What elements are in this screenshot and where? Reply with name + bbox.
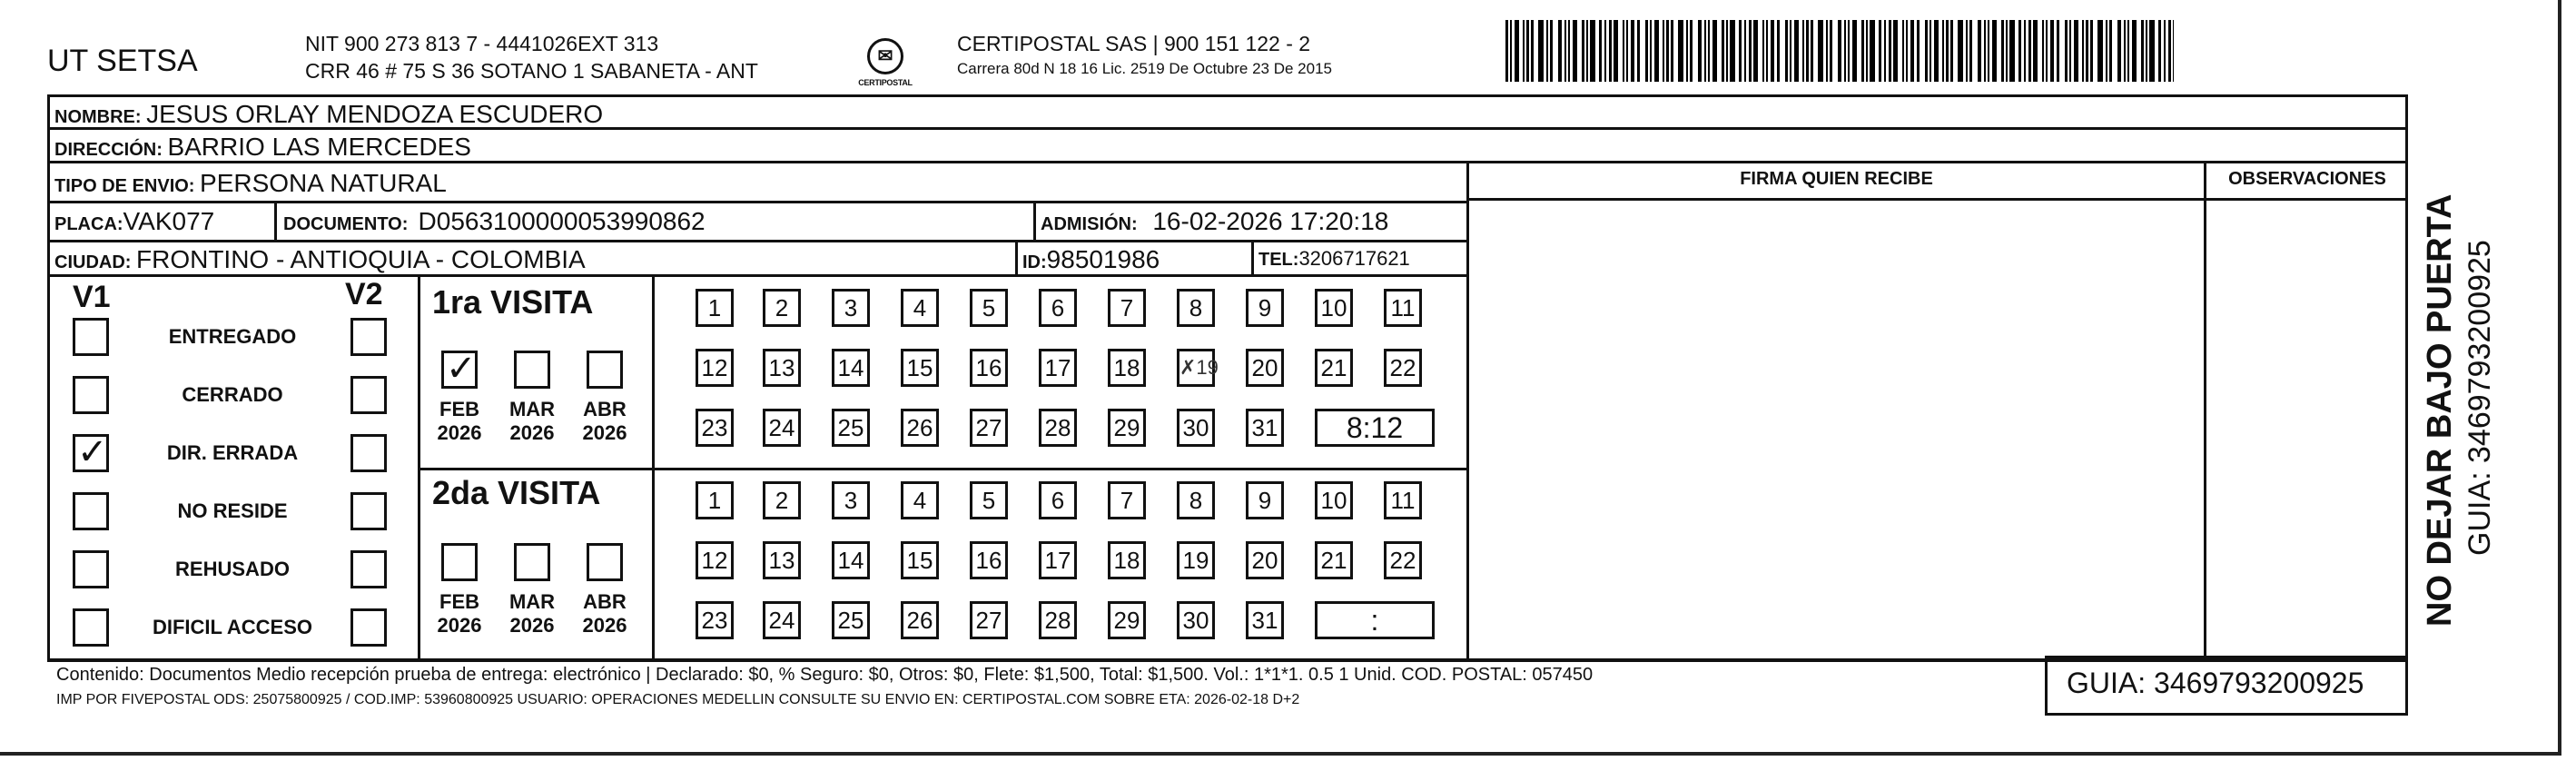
month-checkbox[interactable] [441,543,478,581]
barcode-bar [1590,20,1595,82]
v1-checkbox[interactable] [73,550,109,588]
barcode-bar [1969,20,1972,82]
day-box[interactable]: 5 [970,289,1008,327]
barcode-bar [1604,20,1606,82]
firma-header: FIRMA QUIEN RECIBE [1740,169,1933,189]
barcode-bar [1806,20,1809,82]
barcode-bar [1550,20,1553,82]
month-year: 2026 [582,421,627,444]
barcode-bar [1811,20,1813,82]
logo-caption: CERTIPOSTAL [858,78,913,87]
row-divider [47,240,1469,242]
v2-checkbox[interactable] [350,492,387,530]
barcode-bar [1790,20,1791,82]
barcode-bar [1704,20,1706,82]
month-name: FEB [439,590,479,613]
tel-cell [1258,247,1410,271]
barcode-bar [1749,20,1752,82]
column-divider [2204,161,2206,659]
checkmark: ✓ [77,431,108,473]
barcode-bar [1568,20,1570,82]
day-box[interactable]: 29 [1108,601,1146,639]
barcode-bar [2106,20,2107,82]
barcode-bar [1794,20,1799,82]
barcode-bar [1531,20,1534,82]
contenido-text: Contenido: Documentos Medio recepción prueba de entrega: electrónico | Declarado: $0, % Seguro: $0, Otros: $0, Flete: $1,500, Total: $1,500. Vol.: 1*1*1. 0.5 1 Unid. COD. POSTAL: 057450 [56,665,1594,685]
tel-value: 3206717621 [1298,247,1410,270]
barcode-bar [1984,20,1986,82]
barcode-bar [2168,20,2171,82]
v1-checkbox[interactable] [73,318,109,356]
day-box[interactable]: 30 [1177,601,1215,639]
certipostal-logo [844,38,926,93]
direccion-label: DIRECCIÓN: [54,140,163,160]
day-box[interactable]: 17 [1039,541,1077,579]
row-divider [47,201,1469,203]
day-box[interactable]: 13 [763,541,801,579]
day-box[interactable]: 11 [1384,481,1422,519]
barcode-bar [1614,20,1618,82]
barcode-bar [2124,20,2126,82]
id-cell [1022,245,1160,274]
id-label: ID: [1022,252,1047,272]
barcode-bar [1942,20,1944,82]
documento-value: D0563100000053990862 [418,207,706,235]
barcode-bar [1523,20,1525,82]
barcode-bar [1599,20,1602,82]
admision-label: ADMISIÓN: [1041,214,1138,234]
ciudad-cell [54,245,586,274]
month-label [577,590,632,637]
month-year: 2026 [509,421,555,444]
barcode-bar [1698,20,1702,82]
barcode-bar [1906,20,1908,82]
signature-area[interactable] [1473,203,2199,657]
month-name: FEB [439,398,479,420]
barcode-bar [2069,20,2071,82]
ciudad-label: CIUDAD: [54,252,132,272]
month-label [505,590,559,637]
observations-area[interactable] [2208,203,2404,657]
placa-value: VAK077 [123,207,215,235]
day-box[interactable]: 3 [832,481,870,519]
admision-cell [1041,207,1388,236]
documento-cell [283,207,706,236]
barcode-bar [2018,20,2021,82]
v2-checkbox[interactable] [350,434,387,472]
barcode-bar [1678,20,1683,82]
barcode-bar [2065,20,2068,82]
barcode-bar [1722,20,1724,82]
barcode-bar [1726,20,1728,82]
v2-checkbox[interactable] [350,318,387,356]
barcode-bar [1708,20,1710,82]
day-box[interactable]: 23 [696,409,734,447]
nombre-value: JESUS ORLAY MENDOZA ESCUDERO [146,100,604,128]
barcode [1505,20,2177,82]
month-checkbox[interactable] [514,543,550,581]
barcode-bar [1753,20,1758,82]
barcode-bar [2042,20,2044,82]
barcode-bar [1879,20,1881,82]
day-box[interactable]: 20 [1246,349,1284,387]
logo-envelope-icon: ✉ [867,38,903,74]
barcode-bar [1946,20,1949,82]
day-box[interactable]: 16 [970,349,1008,387]
day-box[interactable]: 21 [1315,349,1353,387]
barcode-bar [1802,20,1804,82]
barcode-bar [1925,20,1928,82]
day-box[interactable]: 28 [1039,601,1077,639]
month-checkbox[interactable] [514,351,550,389]
v2-checkbox[interactable] [350,376,387,414]
month-divider [652,274,655,659]
first-visit-title: 1ra VISITA [432,283,594,321]
address-line: CRR 46 # 75 S 36 SOTANO 1 SABANETA - ANT [305,59,758,83]
day-box[interactable]: 25 [832,601,870,639]
guia-footer: GUIA: 3469793200925 [2067,667,2364,699]
day-box[interactable]: 5 [970,481,1008,519]
day-box[interactable]: 12 [696,349,734,387]
barcode-bar [1631,20,1634,82]
month-label [432,398,487,445]
month-year: 2026 [437,421,482,444]
day-box[interactable]: 15 [901,349,939,387]
barcode-bar [1777,20,1780,82]
barcode-bar [2024,20,2026,82]
day-box[interactable]: 24 [763,409,801,447]
barcode-bar [2074,20,2078,82]
observaciones-header: OBSERVACIONES [2228,169,2386,189]
day-box[interactable]: 22 [1384,349,1422,387]
day-box[interactable]: 6 [1039,481,1077,519]
company-name: UT SETSA [47,44,198,78]
barcode-bar [1930,20,1931,82]
column-divider [1466,161,1469,659]
barcode-bar [1637,20,1640,82]
v2-checkbox[interactable] [350,608,387,647]
barcode-bar [1910,20,1914,82]
month-name: ABR [583,398,627,420]
barcode-bar [1766,20,1768,82]
barcode-bar [1889,20,1891,82]
barcode-bar [2149,20,2155,82]
day-box[interactable]: 9 [1246,481,1284,519]
day-box[interactable]: ✗19 [1177,349,1215,387]
barcode-bar [1870,20,1875,82]
barcode-bar [1958,20,1963,82]
status-option-label: DIFICIL ACCESO [152,616,312,638]
barcode-bar [1838,20,1841,82]
barcode-bar [2006,20,2008,82]
barcode-bar [1573,20,1577,82]
barcode-bar [1609,20,1612,82]
barcode-bar [1526,20,1529,82]
barcode-bar [1762,20,1764,82]
day-box[interactable]: 13 [763,349,801,387]
month-name: MAR [508,590,556,613]
day-box[interactable]: 28 [1039,409,1077,447]
barcode-bar [2033,20,2038,82]
day-box[interactable]: 15 [901,541,939,579]
barcode-bar [1988,20,1989,82]
day-box[interactable]: 25 [832,409,870,447]
barcode-bar [1785,20,1788,82]
barcode-bar [1830,20,1832,82]
day-box[interactable]: 4 [901,289,939,327]
status-option-label: NO RESIDE [177,499,288,522]
month-name: MAR [508,398,556,420]
certipostal-address: Carrera 80d N 18 16 Lic. 2519 De Octubre 23 De 2015 [957,60,1332,77]
barcode-bar [1978,20,1981,82]
checkmark: ✓ [446,348,477,390]
barcode-bar [1582,20,1584,82]
day-box[interactable]: 10 [1315,481,1353,519]
barcode-bar [1712,20,1717,82]
barcode-bar [1844,20,1846,82]
v2-checkbox[interactable] [350,550,387,588]
barcode-bar [2009,20,2015,82]
imp-text: IMP POR FIVEPOSTAL ODS: 25075800925 / COD.IMP: 53960800925 USUARIO: OPERACIONES MEDELLIN CONSULTE SU ENVIO EN: CERTIPOSTAL.COM SOBRE ETA: 2026-02-18 D+2 [56,692,1300,707]
barcode-bar [1654,20,1659,82]
day-box[interactable]: 21 [1315,541,1353,579]
status-option-label: ENTREGADO [168,325,297,348]
day-box[interactable]: 24 [763,601,801,639]
barcode-bar [2127,20,2129,82]
id-value: 98501986 [1046,245,1160,273]
day-box[interactable]: 22 [1384,541,1422,579]
month-label [432,590,487,637]
status-option-label: DIR. ERRADA [166,441,299,464]
barcode-bar [1893,20,1898,82]
cell-divider [274,201,277,240]
day-box[interactable]: 12 [696,541,734,579]
barcode-bar [2090,20,2093,82]
day-box[interactable]: 27 [970,601,1008,639]
time-box[interactable]: 8:12 [1315,409,1435,447]
barcode-bar [1966,20,1968,82]
barcode-bar [2164,20,2166,82]
day-box[interactable]: 2 [763,481,801,519]
barcode-bar [1564,20,1566,82]
barcode-bar [2132,20,2137,82]
day-box[interactable]: 19 [1177,541,1215,579]
day-box[interactable]: 26 [901,409,939,447]
admision-value: 16-02-2026 17:20:18 [1152,207,1389,235]
day-box[interactable]: 2 [763,289,801,327]
barcode-bar [1546,20,1548,82]
barcode-bar [1663,20,1664,82]
barcode-bar [1861,20,1864,82]
barcode-bar [1623,20,1624,82]
no-dejar-warning: NO DEJAR BAJO PUERTA [2421,193,2459,627]
barcode-bar [1950,20,1953,82]
ciudad-value: FRONTINO - ANTIOQUIA - COLOMBIA [136,245,586,273]
barcode-bar [1848,20,1850,82]
barcode-bar [2057,20,2059,82]
nit-line: NIT 900 273 813 7 - 4441026EXT 313 [305,32,659,55]
barcode-bar [1884,20,1886,82]
barcode-bar [2097,20,2103,82]
column-header-divider [1469,198,2408,201]
row-divider [47,274,1469,277]
barcode-bar [1818,20,1823,82]
cell-divider [1015,240,1018,274]
month-year: 2026 [582,614,627,637]
day-box[interactable]: 18 [1108,541,1146,579]
day-box[interactable]: 16 [970,541,1008,579]
day-box[interactable]: 1 [696,481,734,519]
day-box[interactable]: 7 [1108,289,1146,327]
day-box[interactable]: 20 [1246,541,1284,579]
guia-side: GUIA: 3469793200925 [2462,240,2497,556]
day-box[interactable]: 8 [1177,289,1215,327]
visit-divider [418,468,1469,470]
day-box[interactable]: 31 [1246,409,1284,447]
barcode-bar [1650,20,1652,82]
v1-checkbox[interactable] [73,608,109,647]
barcode-bar [1666,20,1669,82]
barcode-bar [1902,20,1904,82]
status-divider [418,274,420,659]
day-box[interactable]: 1 [696,289,734,327]
day-box[interactable]: 17 [1039,349,1077,387]
barcode-bar [1826,20,1828,82]
day-box[interactable]: 31 [1246,601,1284,639]
day-box[interactable]: 30 [1177,409,1215,447]
barcode-bar [2082,20,2084,82]
month-name: ABR [583,590,627,613]
v1-header: V1 [73,280,111,314]
day-box[interactable]: 10 [1315,289,1353,327]
barcode-bar [1852,20,1857,82]
month-year: 2026 [509,614,555,637]
barcode-bar [1771,20,1774,82]
month-checkbox[interactable] [587,351,623,389]
barcode-bar [2028,20,2031,82]
day-box[interactable]: 9 [1246,289,1284,327]
direccion-value: BARRIO LAS MERCEDES [167,133,471,161]
tel-label: TEL: [1258,250,1299,270]
barcode-bar [2109,20,2112,82]
day-box[interactable]: 14 [832,349,870,387]
second-visit-title: 2da VISITA [432,474,601,511]
v2-header: V2 [345,277,383,311]
barcode-bar [1730,20,1735,82]
barcode-bar [2158,20,2161,82]
barcode-bar [2117,20,2121,82]
placa-label: PLACA: [54,214,123,234]
barcode-bar [2046,20,2048,82]
status-option-label: REHUSADO [175,558,290,580]
barcode-bar [1744,20,1746,82]
day-box[interactable]: 26 [901,601,939,639]
barcode-bar [1586,20,1588,82]
tipo-row [54,169,447,198]
barcode-bar [1866,20,1868,82]
barcode-bar [1686,20,1688,82]
barcode-bar [2001,20,2004,82]
barcode-bar [1917,20,1920,82]
barcode-bar [1992,20,1997,82]
day-box[interactable]: 4 [901,481,939,519]
nombre-label: NOMBRE: [54,107,142,127]
barcode-bar [1739,20,1742,82]
v1-checkbox[interactable] [73,376,109,414]
day-box[interactable]: 29 [1108,409,1146,447]
cell-divider [1033,201,1036,240]
placa-cell [54,207,214,236]
certipostal-line: CERTIPOSTAL SAS | 900 151 122 - 2 [957,32,1311,55]
tipo-label: TIPO DE ENVIO: [54,176,195,196]
barcode-bar [1505,20,1508,82]
v1-checkbox[interactable] [73,492,109,530]
day-box[interactable]: 14 [832,541,870,579]
barcode-bar [2086,20,2088,82]
barcode-bar [1934,20,1939,82]
tipo-value: PERSONA NATURAL [200,169,447,197]
barcode-bar [2146,20,2147,82]
barcode-bar [1510,20,1512,82]
barcode-bar [1558,20,1562,82]
status-option-label: CERRADO [182,383,283,406]
barcode-bar [1671,20,1673,82]
nombre-row [54,100,603,129]
cell-divider [1251,240,1254,274]
day-box[interactable]: 3 [832,289,870,327]
month-label [577,398,632,445]
barcode-bar [1538,20,1544,82]
barcode-bar [2050,20,2054,82]
barcode-bar [2141,20,2144,82]
month-year: 2026 [437,614,482,637]
documento-label: DOCUMENTO: [283,214,409,234]
month-label [505,398,559,445]
barcode-bar [2173,20,2174,82]
time-box[interactable]: : [1315,601,1435,639]
day-box[interactable]: 6 [1039,289,1077,327]
day-box[interactable]: 8 [1177,481,1215,519]
barcode-bar [1515,20,1519,82]
day-box[interactable]: 11 [1384,289,1422,327]
barcode-bar [1626,20,1628,82]
day-box[interactable]: 23 [696,601,734,639]
month-checkbox[interactable] [441,348,478,390]
day-box[interactable]: 7 [1108,481,1146,519]
barcode-bar [1690,20,1693,82]
direccion-row [54,133,471,162]
day-box[interactable]: 18 [1108,349,1146,387]
barcode-bar [1645,20,1648,82]
v1-checkbox[interactable] [73,431,109,473]
month-checkbox[interactable] [587,543,623,581]
day-box[interactable]: 27 [970,409,1008,447]
